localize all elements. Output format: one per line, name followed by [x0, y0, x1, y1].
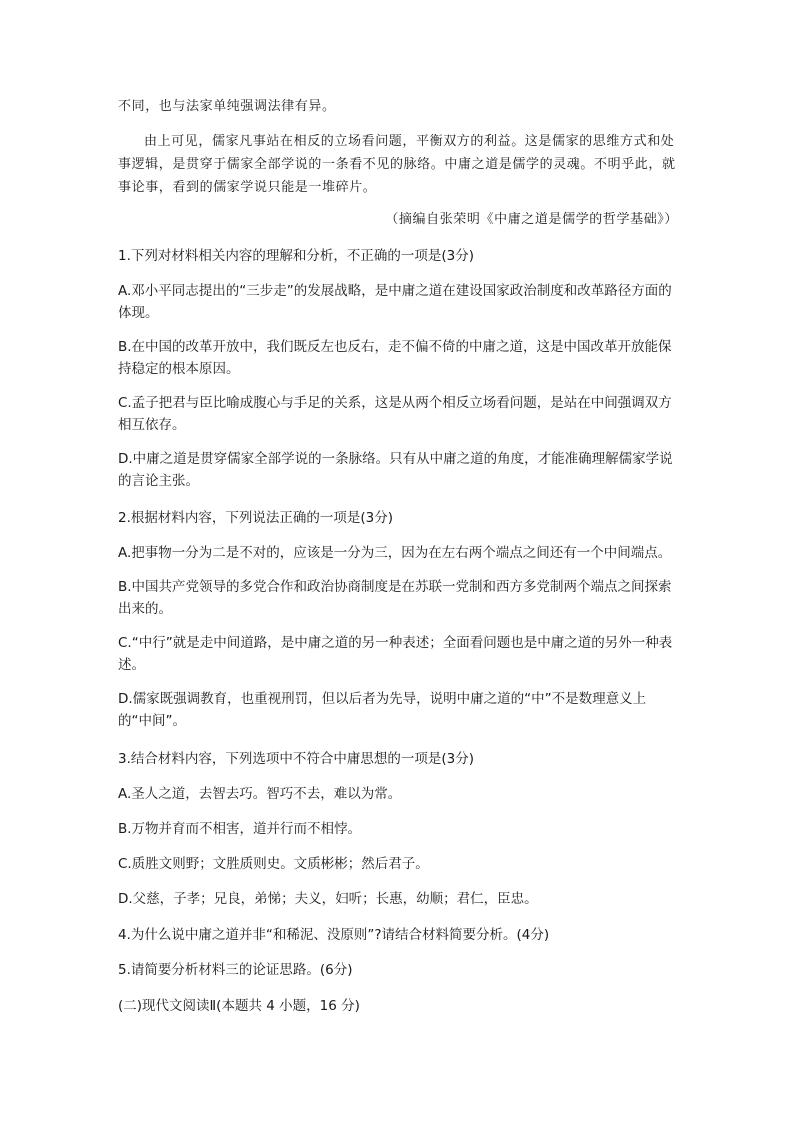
passage-conclusion-paragraph: 由上可见，儒家凡事站在相反的立场看问题，平衡双方的利益。这是儒家的思维方式和处事逻辑，是贯穿于儒家全部学说的一条看不见的脉络。中庸之道是儒学的灵魂。不明乎此，就事论事，看到的儒家学说只能是一堆碎片。: [118, 134, 676, 195]
question-2-stem: 2.根据材料内容，下列说法正确的一项是(3分): [118, 510, 394, 526]
question-3-option-a: A.圣人之道，去智去巧。智巧不去，难以为常。: [118, 786, 402, 802]
question-4-stem: 4.为什么说中庸之道并非“和稀泥、没原则”?请结合材料简要分析。(4分): [118, 927, 550, 943]
question-1-option-a: A.邓小平同志提出的“三步走”的发展战略，是中庸之道在建设国家政治制度和改革路径方面的体现。: [118, 283, 672, 321]
question-2-option-b: B.中国共产党领导的多党合作和政治协商制度是在苏联一党制和西方多党制两个端点之间探索出来的。: [118, 579, 672, 617]
section-heading-modern-reading-2: (二)现代文阅读Ⅱ(本题共 4 小题，16 分): [118, 998, 360, 1014]
question-1-option-b: B.在中国的改革开放中，我们既反左也反右，走不偏不倚的中庸之道，这是中国改革开放能保持稳定的根本原因。: [118, 339, 672, 377]
question-1-option-c: C.孟子把君与臣比喻成腹心与手足的关系，这是从两个相反立场看问题，是站在中间强调双方相互依存。: [118, 395, 672, 433]
question-5-stem: 5.请简要分析材料三的论证思路。(6分): [118, 962, 353, 978]
question-1-option-d: D.中庸之道是贯穿儒家全部学说的一条脉络。只有从中庸之道的角度，才能准确理解儒家学说的言论主张。: [118, 451, 673, 489]
passage-source-citation: （摘编自张荣明《中庸之道是儒学的哲学基础》）: [385, 212, 678, 227]
question-2-option-a: A.把事物一分为二是不对的，应该是一分为三，因为在左右两个端点之间还有一个中间端点。: [118, 545, 672, 561]
question-2-option-d: D.儒家既强调教育，也重视刑罚，但以后者为先导，说明中庸之道的“中”不是数理意义上的“中间”。: [118, 691, 647, 729]
question-1-stem: 1.下列对材料相关内容的理解和分析，不正确的一项是(3分): [118, 248, 475, 264]
question-3-option-d: D.父慈，子孝；兄良，弟悌；夫义，妇听；长惠，幼顺；君仁，臣忠。: [118, 891, 538, 907]
passage-continuation-line: 不同，也与法家单纯强调法律有异。: [118, 99, 336, 114]
question-2-option-c: C.“中行”就是走中间道路，是中庸之道的另一种表述；全面看问题也是中庸之道的另外一种表述。: [118, 635, 673, 673]
question-3-option-c: C.质胜文则野；文胜质则史。文质彬彬；然后君子。: [118, 856, 429, 872]
question-3-option-b: B.万物并育而不相害，道并行而不相悖。: [118, 821, 362, 837]
question-3-stem: 3.结合材料内容，下列选项中不符合中庸思想的一项是(3分): [118, 751, 475, 767]
